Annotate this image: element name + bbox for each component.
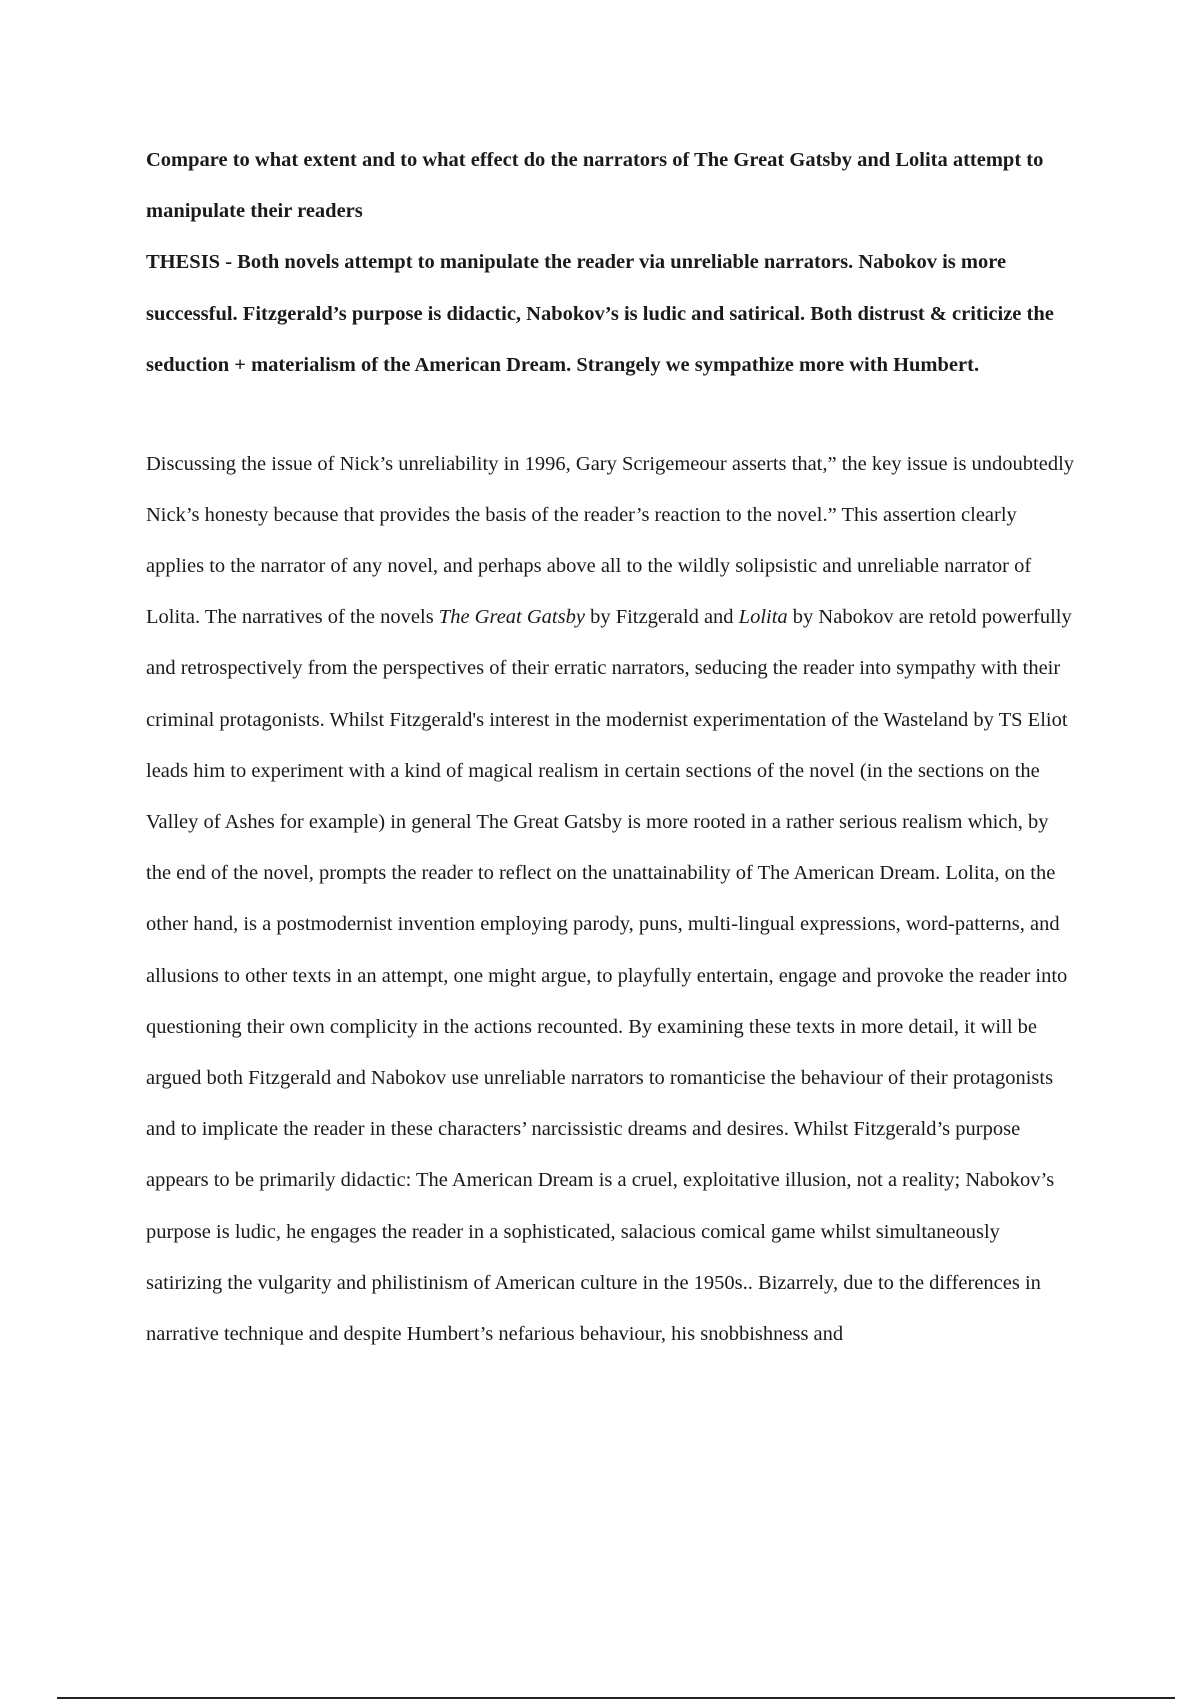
- essay-content: [146, 135, 1076, 1360]
- body-text-segment: by Fitzgerald and: [584, 606, 739, 629]
- page-bottom-divider: [57, 1697, 1175, 1699]
- essay-title: Compare to what extent and to what effect do the narrators of The Great Gatsby and Lolita attempt to manipulate their readers: [146, 149, 1044, 222]
- body-text-segment: by Nabokov are retold powerfully and retrospectively from the perspectives of their erratic narrators, seducing the reader into sympathy with their criminal protagonists. Whilst Fitzgerald's interest in the modernist experimentation of the Wasteland by TS Eliot leads him to experiment with a kind of magical realism in certain sections of the novel (in the sections on the Valley of Ashes for example) in general The Great Gatsby is more rooted in a rather serious realism which, by the end of the novel, prompts the reader to reflect on the unattainability of The American Dream. Lolita, on the other hand, is a postmodernist invention employing parody, puns, multi-lingual expressions, word-patterns, and allusions to other texts in an attempt, one might argue, to playfully entertain, engage and provoke the reader into questioning their own complicity in the actions recounted. By examining these texts in more detail, it will be argued both Fitzgerald and Nabokov use unreliable narrators to romanticise the behaviour of their protagonists and to implicate the reader in these characters’ narcissistic dreams and desires. Whilst Fitzgerald’s purpose appears to be primarily didactic: The American Dream is a cruel, exploitative illusion, not a reality; Nabokov’s purpose is ludic, he engages the reader in a sophisticated, salacious comical game whilst simultaneously satirizing the vulgarity and philistinism of American culture in the 1950s.. Bizarrely, due to the differences in narrative technique and despite Humbert’s nefarious behaviour, his snobbishness and: [146, 606, 1072, 1345]
- italic-title-gatsby: The Great Gatsby: [438, 606, 585, 629]
- italic-title-lolita: Lolita: [738, 606, 788, 629]
- body-text-segment: Discussing the issue of Nick’s unreliability in 1996, Gary Scrigemeour asserts that,” the key issue is undoubtedly Nick’s honesty because that provides the basis of the reader’s reaction to the novel.” This assertion clearly applies to the narrator of any novel, and perhaps above all to the wildly solipsistic and unreliable narrator of Lolita. The narratives of the novels: [146, 452, 1075, 629]
- body-paragraph: [146, 439, 1076, 1361]
- thesis-statement: THESIS - Both novels attempt to manipulate the reader via unreliable narrators. Nabokov is more successful. Fitzgerald’s purpose is didactic, Nabokov’s is ludic and satirical. Both distrust & criticize the seduction + materialism of the American Dream. Strangely we sympathize more with Humbert.: [146, 251, 1054, 376]
